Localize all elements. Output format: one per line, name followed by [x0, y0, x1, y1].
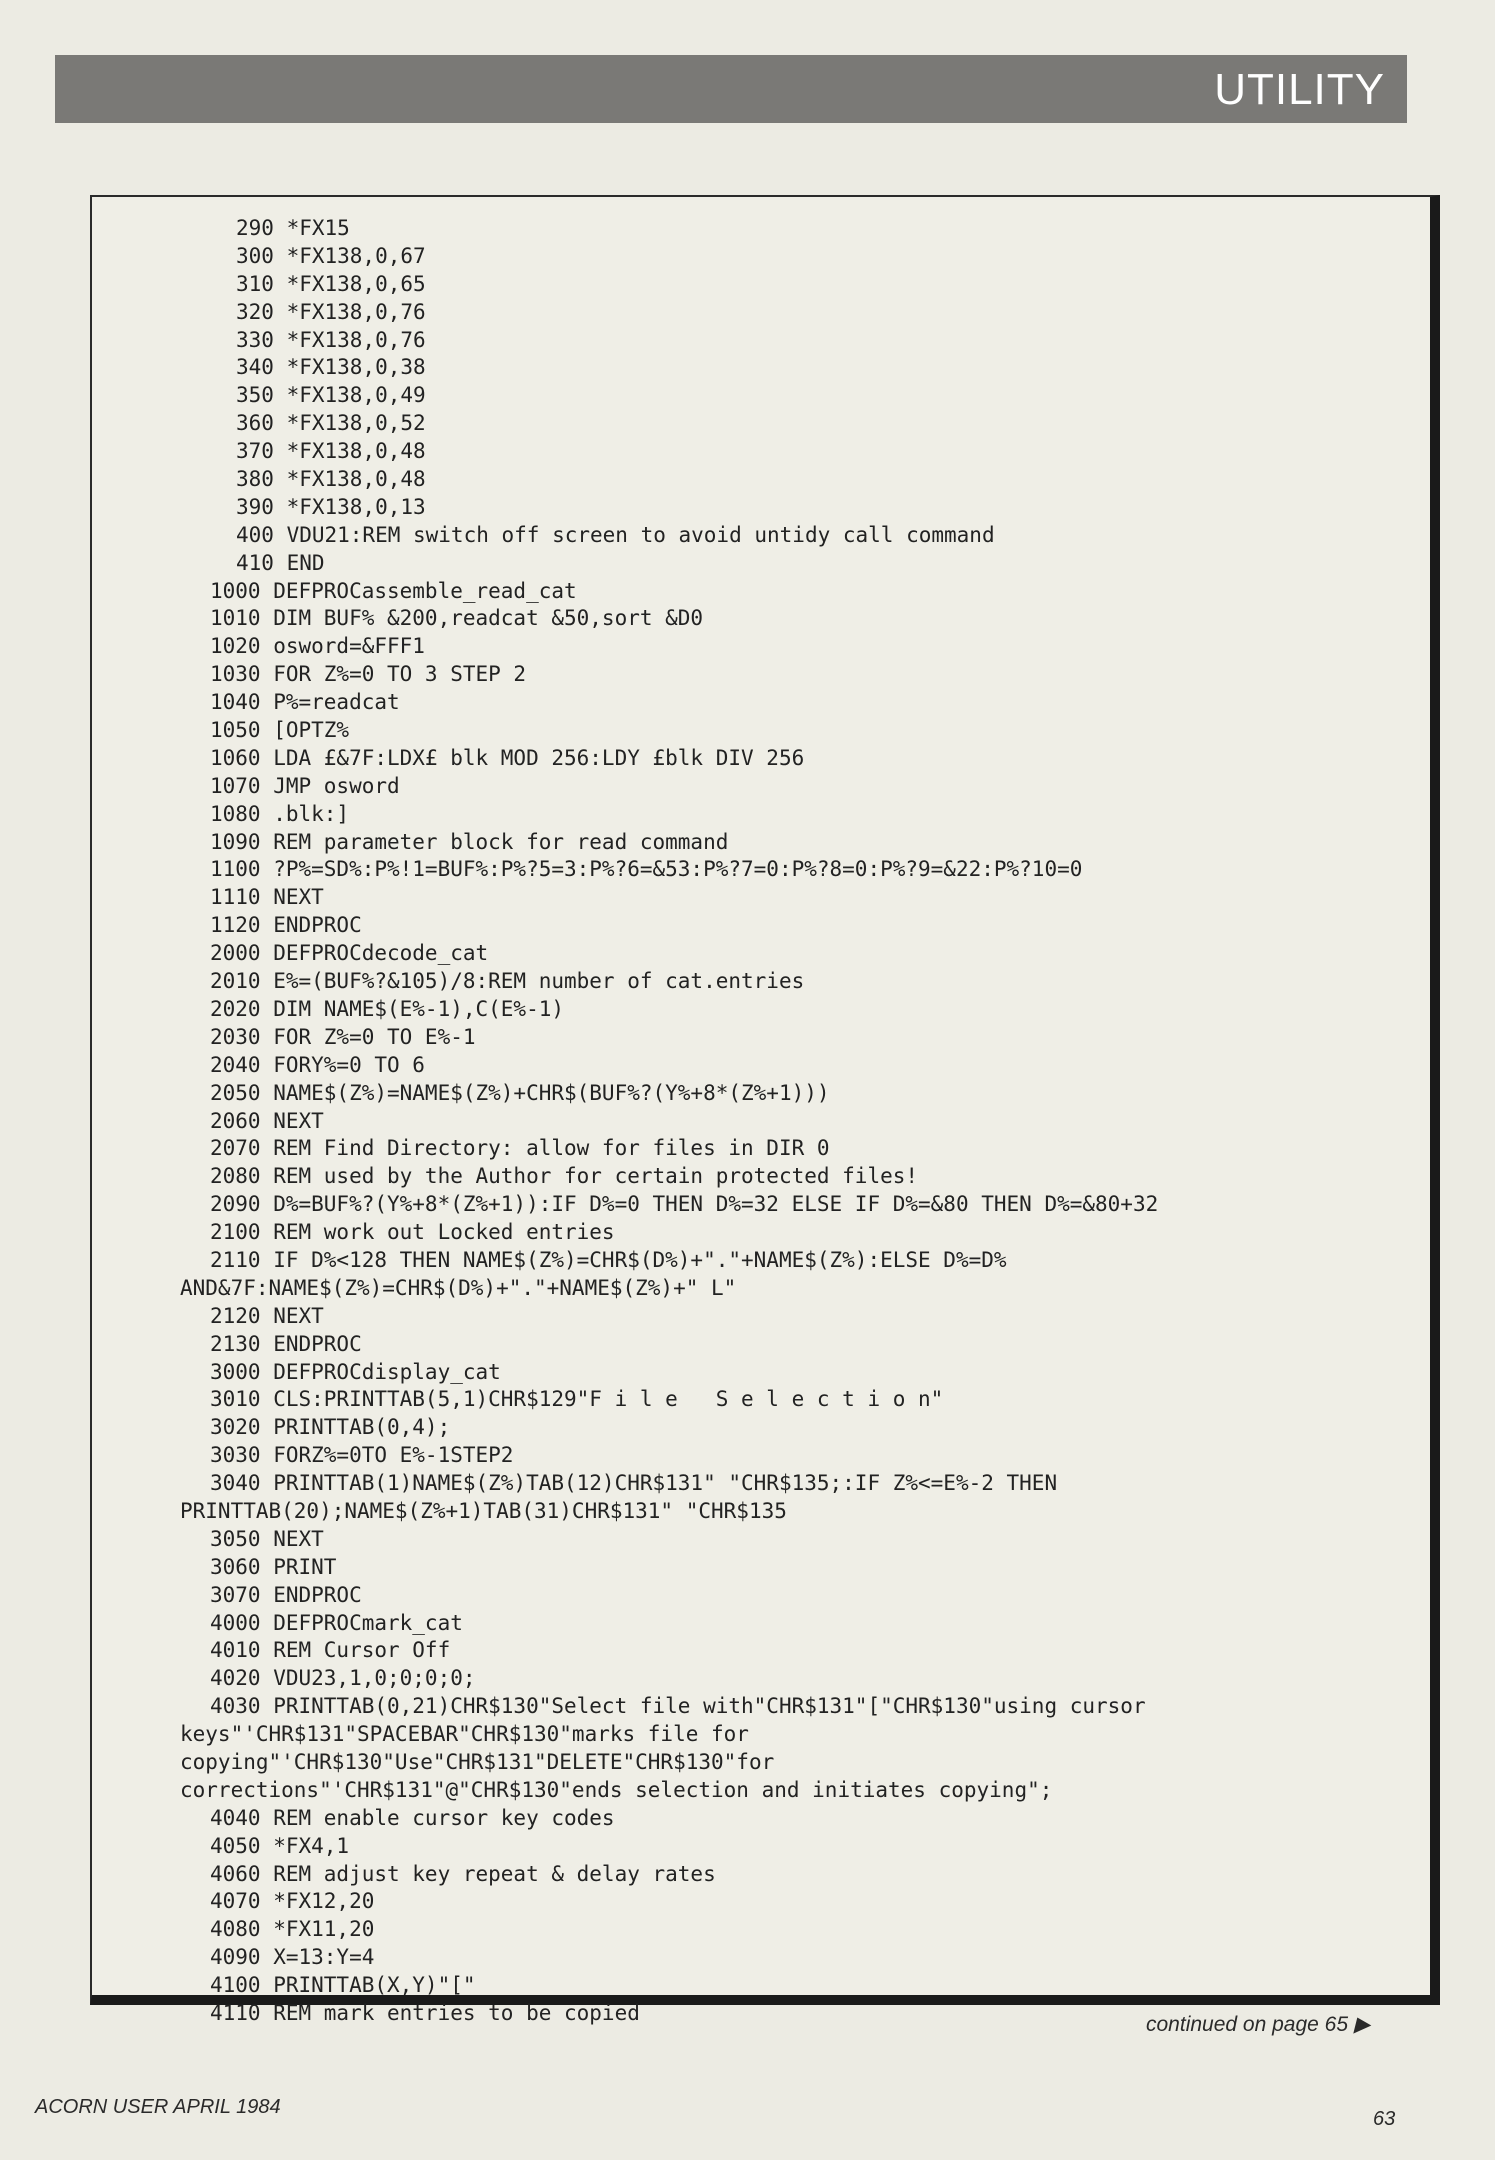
- code-line: 1110 NEXT: [210, 885, 324, 910]
- code-line: 1020 osword=&FFF1: [210, 634, 425, 659]
- code-line: corrections"'CHR$131"@"CHR$130"ends selection and initiates copying";: [180, 1777, 1053, 1802]
- code-line: 380 *FX138,0,48: [236, 467, 426, 492]
- code-line: 4100 PRINTTAB(X,Y)"[": [210, 1973, 476, 1998]
- code-line: 310 *FX138,0,65: [236, 271, 426, 296]
- code-line: 4010 REM Cursor Off: [210, 1638, 451, 1663]
- code-line: 2030 FOR Z%=0 TO E%-1: [210, 1024, 476, 1049]
- code-line: 2080 REM used by the Author for certain protected files!: [210, 1164, 919, 1189]
- code-line: 400 VDU21:REM switch off screen to avoid untidy call command: [236, 522, 995, 547]
- code-line: 4040 REM enable cursor key codes: [210, 1805, 615, 1830]
- code-line: 1090 REM parameter block for read command: [210, 829, 729, 854]
- program-listing: [180, 215, 1410, 2028]
- code-line: 1010 DIM BUF% &200,readcat &50,sort &D0: [210, 606, 704, 631]
- code-line: 3030 FORZ%=0TO E%-1STEP2: [210, 1443, 514, 1468]
- code-line: keys"'CHR$131"SPACEBAR"CHR$130"marks file for: [180, 1722, 749, 1747]
- code-line: 1030 FOR Z%=0 TO 3 STEP 2: [210, 662, 527, 687]
- code-line: 2000 DEFPROCdecode_cat: [210, 941, 489, 966]
- code-line: AND&7F:NAME$(Z%)=CHR$(D%)+"."+NAME$(Z%)+" L": [180, 1275, 737, 1300]
- publication-footer: ACORN USER APRIL 1984: [35, 2096, 281, 2118]
- code-line: 300 *FX138,0,67: [236, 243, 426, 268]
- code-line: 4030 PRINTTAB(0,21)CHR$130"Select file with"CHR$131"["CHR$130"using cursor: [210, 1694, 1146, 1719]
- code-line: PRINTTAB(20);NAME$(Z%+1)TAB(31)CHR$131" "CHR$135: [180, 1498, 787, 1523]
- code-line: 330 *FX138,0,76: [236, 327, 426, 352]
- continued-note: continued on page 65 ▶: [1146, 2013, 1370, 2036]
- code-line: copying"'CHR$130"Use"CHR$131"DELETE"CHR$130"for: [180, 1749, 775, 1774]
- code-line: 2050 NAME$(Z%)=NAME$(Z%)+CHR$(BUF%?(Y%+8*(Z%+1))): [210, 1080, 830, 1105]
- code-line: 1060 LDA £&7F:LDX£ blk MOD 256:LDY £blk DIV 256: [210, 745, 805, 770]
- code-line: 340 *FX138,0,38: [236, 355, 426, 380]
- code-line: 2070 REM Find Directory: allow for files in DIR 0: [210, 1136, 830, 1161]
- code-line: 3020 PRINTTAB(0,4);: [210, 1415, 451, 1440]
- code-line: 350 *FX138,0,49: [236, 383, 426, 408]
- code-line: 2010 E%=(BUF%?&105)/8:REM number of cat.entries: [210, 969, 805, 994]
- code-line: 4070 *FX12,20: [210, 1889, 375, 1914]
- code-line: 2060 NEXT: [210, 1108, 324, 1133]
- code-line: 320 *FX138,0,76: [236, 299, 426, 324]
- code-line: 410 END: [236, 550, 325, 575]
- code-line: 2090 D%=BUF%?(Y%+8*(Z%+1)):IF D%=0 THEN D%=32 ELSE IF D%=&80 THEN D%=&80+32: [210, 1192, 1159, 1217]
- code-line: 4020 VDU23,1,0;0;0;0;: [210, 1666, 476, 1691]
- section-header-bar: [55, 55, 1407, 123]
- code-line: 1000 DEFPROCassemble_read_cat: [210, 578, 577, 603]
- page-number: 63: [1373, 2108, 1396, 2130]
- code-line: 2020 DIM NAME$(E%-1),C(E%-1): [210, 996, 565, 1021]
- code-line: 1040 P%=readcat: [210, 690, 400, 715]
- code-line: 1070 JMP osword: [210, 773, 400, 798]
- code-line: 1100 ?P%=SD%:P%!1=BUF%:P%?5=3:P%?6=&53:P%?7=0:P%?8=0:P%?9=&22:P%?10=0: [210, 857, 1083, 882]
- code-line: 1120 ENDPROC: [210, 913, 362, 938]
- code-line: 390 *FX138,0,13: [236, 494, 426, 519]
- code-line: 3040 PRINTTAB(1)NAME$(Z%)TAB(12)CHR$131" "CHR$135;:IF Z%<=E%-2 THEN: [210, 1471, 1058, 1496]
- code-line: 4000 DEFPROCmark_cat: [210, 1610, 463, 1635]
- code-line: 2130 ENDPROC: [210, 1331, 362, 1356]
- code-line: 3060 PRINT: [210, 1554, 337, 1579]
- code-line: 2040 FORY%=0 TO 6: [210, 1052, 425, 1077]
- code-line: 3010 CLS:PRINTTAB(5,1)CHR$129"F i l e S e l e c t i o n": [210, 1387, 944, 1412]
- code-line: 360 *FX138,0,52: [236, 411, 426, 436]
- code-line: 370 *FX138,0,48: [236, 439, 426, 464]
- code-line: 3000 DEFPROCdisplay_cat: [210, 1359, 501, 1384]
- code-line: 3050 NEXT: [210, 1526, 324, 1551]
- code-line: 2120 NEXT: [210, 1303, 324, 1328]
- code-line: 2100 REM work out Locked entries: [210, 1220, 615, 1245]
- code-line: 1080 .blk:]: [210, 801, 350, 826]
- code-line: 1050 [OPTZ%: [210, 718, 350, 743]
- code-line: 3070 ENDPROC: [210, 1582, 362, 1607]
- code-line: 4090 X=13:Y=4: [210, 1945, 375, 1970]
- code-line: 4060 REM adjust key repeat & delay rates: [210, 1861, 716, 1886]
- code-line: 4080 *FX11,20: [210, 1917, 375, 1942]
- code-line: 4050 *FX4,1: [210, 1833, 350, 1858]
- code-line: 2110 IF D%<128 THEN NAME$(Z%)=CHR$(D%)+"."+NAME$(Z%):ELSE D%=D%: [210, 1247, 1007, 1272]
- section-title: UTILITY: [1214, 65, 1385, 114]
- code-line: 4110 REM mark entries to be copied: [210, 2001, 640, 2025]
- code-line: 290 *FX15: [236, 216, 350, 240]
